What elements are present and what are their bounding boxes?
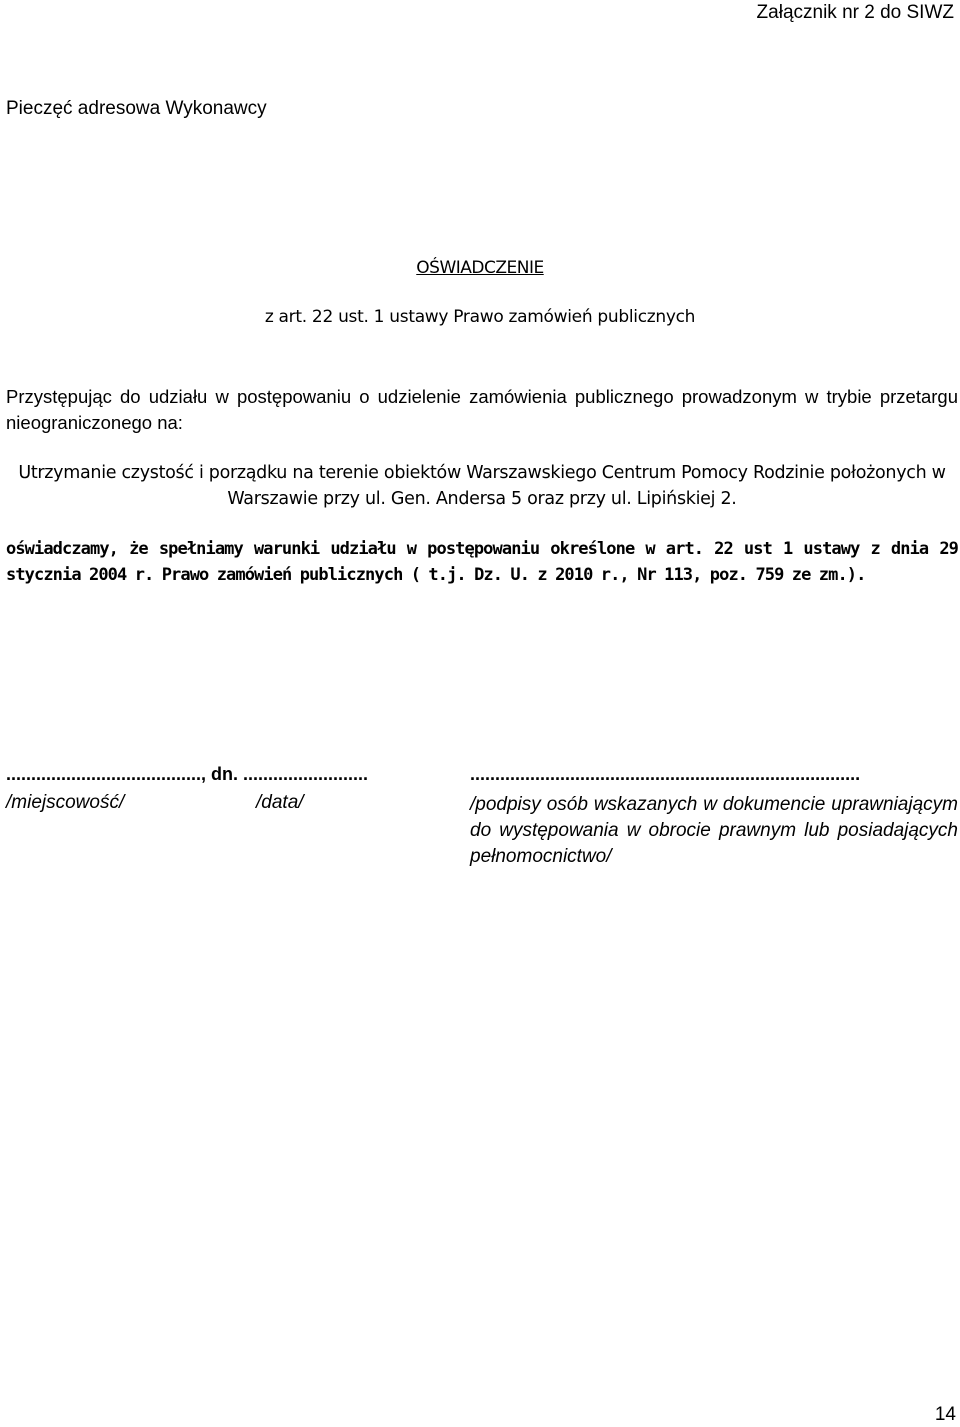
declaration-paragraph: oświadczamy, że spełniamy warunki udziału w postępowaniu określone w art. 22 ust 1 ustawy z dnia 29 stycznia 2004 r. Prawo zamówień publicznych ( t.j. Dz. U. z 2010 r., Nr 113, poz. 759 ze zm.). (6, 539, 958, 585)
date-label: /data/ (256, 792, 304, 813)
contractor-stamp-label: Pieczęć adresowa Wykonawcy (6, 98, 267, 119)
document-subtitle: z art. 22 ust. 1 ustawy Prawo zamówień publicznych (264, 307, 696, 327)
place-date-fill-line: ......................................., dn. ......................... (6, 764, 369, 784)
place-label: /miejscowość/ (6, 792, 125, 813)
document-title: OŚWIADCZENIE (416, 258, 544, 278)
annex-label: Załącznik nr 2 do SIWZ (756, 2, 954, 23)
procurement-subject: Utrzymanie czystość i porządku na terenie obiektów Warszawskiego Centrum Pomocy Rodzinie położonych w Warszawie przy ul. Gen. Andersa 5 oraz przy ul. Lipińskiej 2. (18, 463, 946, 509)
intro-paragraph: Przystępując do udziału w postępowaniu o udzielenie zamówienia publicznego prowadzonym w trybie przetargu nieograniczonego na: (6, 386, 958, 433)
signature-fill-line: .............................................................................. (470, 764, 861, 784)
signature-label: /podpisy osób wskazanych w dokumencie uprawniającym do występowania w obrocie prawnym lub posiadających pełnomocnictwo/ (470, 794, 958, 867)
page-number: 14 (934, 1404, 956, 1425)
